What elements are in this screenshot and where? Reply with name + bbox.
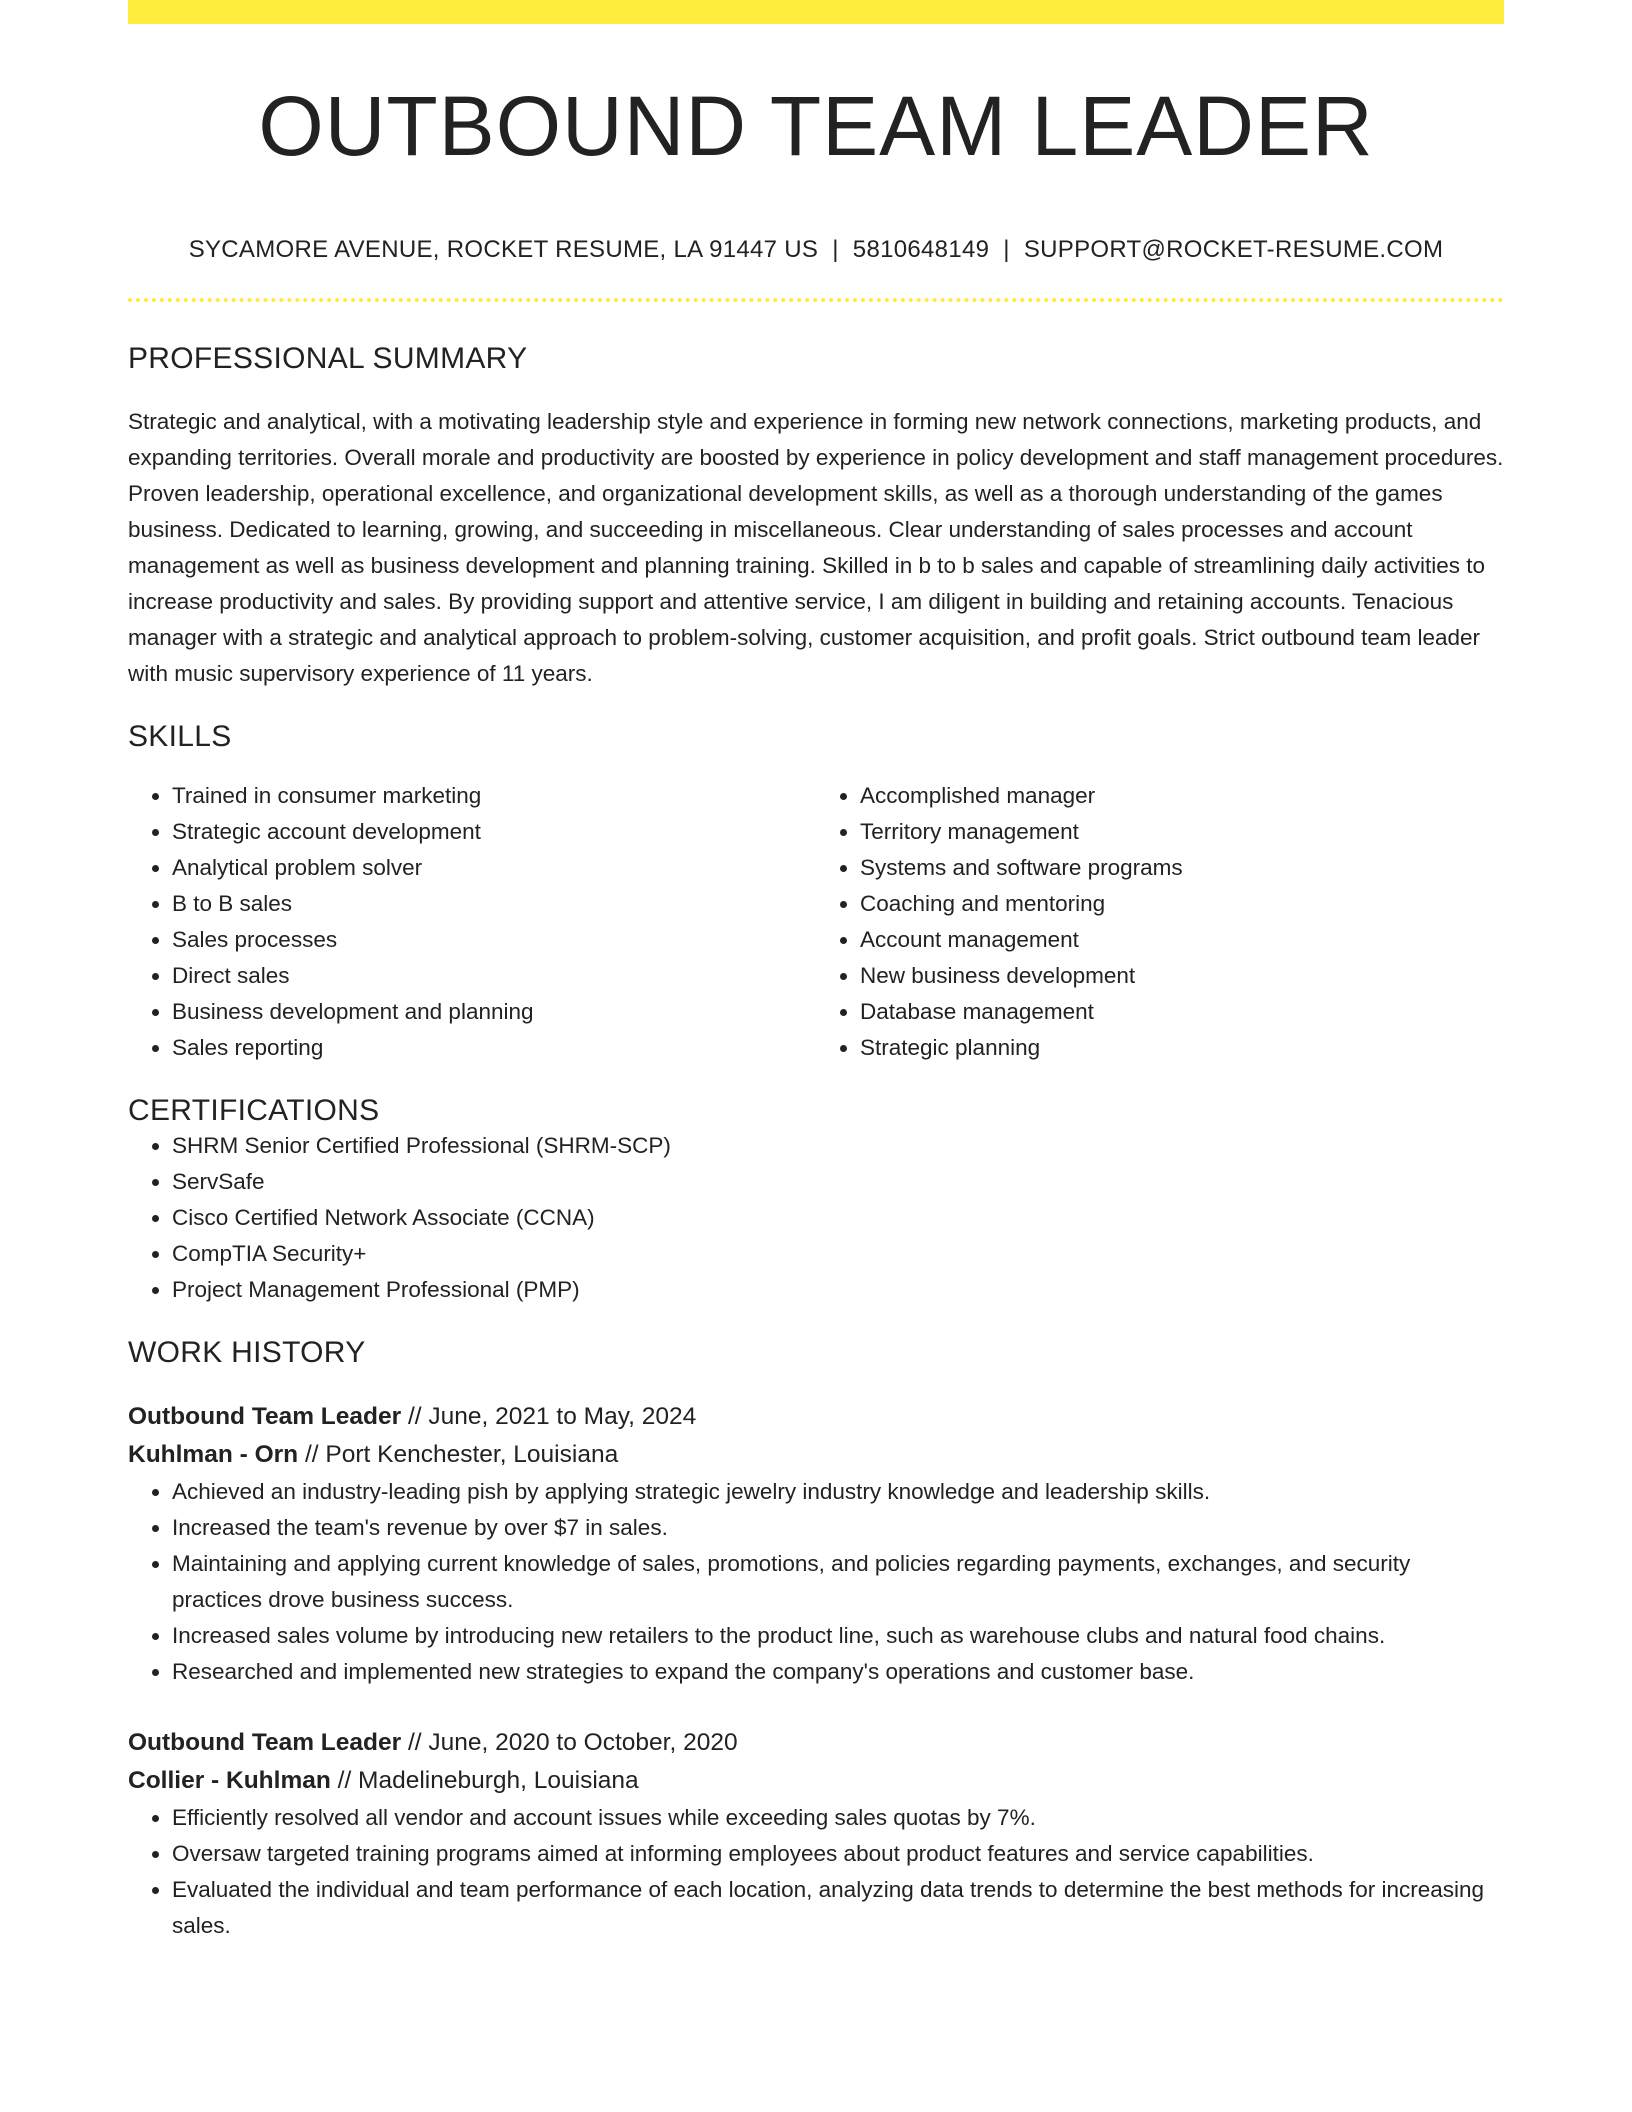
job-entry	[128, 1724, 1504, 1944]
skill-item: • Business development and planning	[172, 994, 816, 1030]
certification-item: • Project Management Professional (PMP)	[172, 1272, 1504, 1308]
contact-address: SYCAMORE AVENUE, ROCKET RESUME, LA 91447 US	[188, 236, 819, 263]
job-location: // Port Kenchester, Louisiana	[298, 1441, 619, 1468]
certifications-heading: CERTIFICATIONS	[128, 1094, 380, 1127]
resume-page	[128, 0, 1504, 1944]
job-bullet: • Maintaining and applying current knowledge of sales, promotions, and policies regarding payments, exchanges, and security practices drove business success.	[172, 1546, 1504, 1618]
skill-item: • Direct sales	[172, 958, 816, 994]
contact-line	[128, 236, 1504, 264]
certification-item: • Cisco Certified Network Associate (CCNA)	[172, 1200, 1504, 1236]
skill-item: • B to B sales	[172, 886, 816, 922]
job-location: // Madelineburgh, Louisiana	[330, 1767, 639, 1794]
job-company-line	[128, 1762, 1504, 1800]
resume-title: OUTBOUND TEAM LEADER	[258, 79, 1374, 173]
skill-item: • Sales processes	[172, 922, 816, 958]
job-bullet: • Researched and implemented new strategies to expand the company's operations and customer base.	[172, 1654, 1504, 1690]
job-role: Outbound Team Leader	[128, 1403, 402, 1430]
job-role-line	[128, 1724, 1504, 1762]
header-divider	[128, 298, 1504, 302]
contact-separator: |	[1003, 236, 1010, 263]
skills-list-right	[816, 778, 1504, 1066]
skills-heading: SKILLS	[128, 720, 232, 753]
skill-item: • Systems and software programs	[860, 850, 1504, 886]
contact-separator: |	[832, 236, 839, 263]
skill-item: • Territory management	[860, 814, 1504, 850]
skill-item: • Coaching and mentoring	[860, 886, 1504, 922]
job-company-line	[128, 1436, 1504, 1474]
job-bullets	[128, 1800, 1504, 1944]
certifications-list	[128, 1128, 1504, 1308]
skill-item: • Account management	[860, 922, 1504, 958]
certification-item: • ServSafe	[172, 1164, 1504, 1200]
job-bullet: • Achieved an industry-leading pish by applying strategic jewelry industry knowledge and leadership skills.	[172, 1474, 1504, 1510]
summary-text: Strategic and analytical, with a motivating leadership style and experience in forming new network connections, marketing products, and expanding territories. Overall morale and productivity are boosted by experience in policy development and staff management procedures. Proven leadership, operational excellence, and organizational development skills, as well as a thorough understanding of the games business. Dedicated to learning, growing, and succeeding in miscellaneous. Clear understanding of sales processes and account management as well as business development and planning training. Skilled in b to b sales and capable of streamlining daily activities to increase productivity and sales. By providing support and attentive service, I am diligent in building and retaining accounts. Tenacious manager with a strategic and analytical approach to problem-solving, customer acquisition, and profit goals. Strict outbound team leader with music supervisory experience of 11 years.	[128, 409, 1504, 686]
contact-email: SUPPORT@ROCKET-RESUME.COM	[1023, 236, 1444, 263]
job-bullet: • Increased the team's revenue by over $7 in sales.	[172, 1510, 1504, 1546]
job-bullet: • Increased sales volume by introducing new retailers to the product line, such as warehouse clubs and natural food chains.	[172, 1618, 1504, 1654]
skill-item: • New business development	[860, 958, 1504, 994]
summary-heading: PROFESSIONAL SUMMARY	[128, 342, 528, 375]
certification-item: • SHRM Senior Certified Professional (SHRM-SCP)	[172, 1128, 1504, 1164]
job-dates: // June, 2021 to May, 2024	[401, 1403, 697, 1430]
top-accent-bar	[128, 0, 1504, 24]
skill-item: • Accomplished manager	[860, 778, 1504, 814]
skill-item: • Sales reporting	[172, 1030, 816, 1066]
job-entry	[128, 1398, 1504, 1690]
job-role: Outbound Team Leader	[128, 1729, 402, 1756]
skill-item: • Trained in consumer marketing	[172, 778, 816, 814]
skill-item: • Analytical problem solver	[172, 850, 816, 886]
certification-item: • CompTIA Security+	[172, 1236, 1504, 1272]
job-bullets	[128, 1474, 1504, 1690]
job-company: Kuhlman - Orn	[128, 1441, 299, 1468]
job-bullet: • Oversaw targeted training programs aimed at informing employees about product features and service capabilities.	[172, 1836, 1504, 1872]
skill-item: • Strategic account development	[172, 814, 816, 850]
skills-list-left	[128, 778, 816, 1066]
job-dates: // June, 2020 to October, 2020	[401, 1729, 738, 1756]
job-bullet: • Evaluated the individual and team performance of each location, analyzing data trends to determine the best methods for increasing sales.	[172, 1872, 1504, 1944]
job-role-line	[128, 1398, 1504, 1436]
skill-item: • Database management	[860, 994, 1504, 1030]
job-bullet: • Efficiently resolved all vendor and account issues while exceeding sales quotas by 7%.	[172, 1800, 1504, 1836]
contact-phone: 5810648149	[852, 236, 990, 263]
work-history-heading: WORK HISTORY	[128, 1336, 366, 1369]
job-company: Collier - Kuhlman	[128, 1767, 331, 1794]
skills-grid	[128, 778, 1504, 1066]
skill-item: • Strategic planning	[860, 1030, 1504, 1066]
